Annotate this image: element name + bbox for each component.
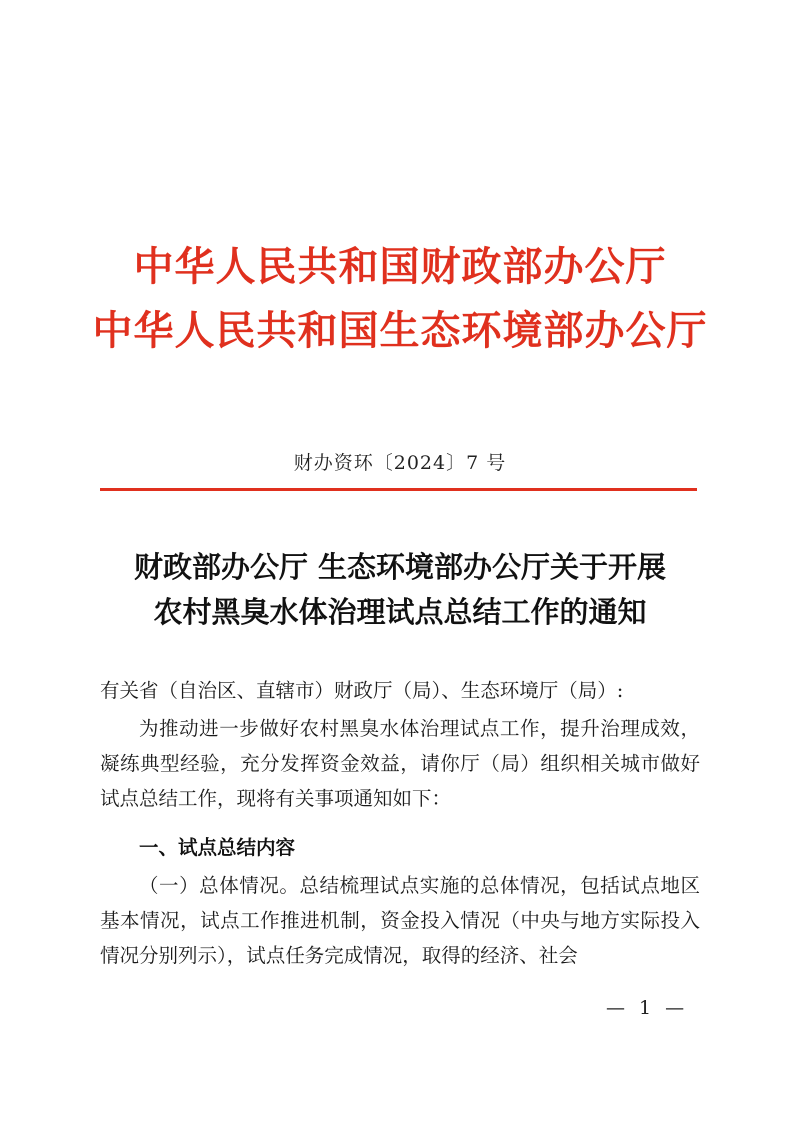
document-title-line-1: 财政部办公厅 生态环境部办公厅关于开展 — [133, 550, 667, 584]
paragraph-intro — [100, 711, 700, 816]
section-heading-1: 一、试点总结内容 — [139, 836, 296, 859]
paragraph-overall-situation — [100, 868, 700, 973]
salutation-text: 有关省（自治区、直辖市）财政厅（局）、生态环境厅（局）: — [100, 679, 624, 702]
issuer-line-mee: 中华人民共和国生态环境部办公厅 — [92, 307, 708, 354]
paragraph-intro-text: 为推动进一步做好农村黑臭水体治理试点工作，提升治理成效，凝练典型经验，充分发挥资金效益，请你厅（局）组织相关城市做好试点总结工作，现将有关事项通知如下： — [100, 717, 700, 810]
document-number: 财办资环〔2024〕7 号 — [293, 452, 507, 474]
salutation — [100, 673, 700, 708]
page-number: — 1 — — [606, 997, 689, 1019]
issuer-line-mof: 中华人民共和国财政部办公厅 — [133, 243, 667, 290]
paragraph-overall-situation-text: （一）总体情况。总结梳理试点实施的总体情况，包括试点地区基本情况，试点工作推进机制，资金投入情况（中央与地方实际投入情况分别列示），试点任务完成情况，取得的经济、社会 — [100, 874, 700, 967]
document-title-line-2: 农村黑臭水体治理试点总结工作的通知 — [153, 595, 647, 629]
red-separator-line — [100, 488, 697, 491]
